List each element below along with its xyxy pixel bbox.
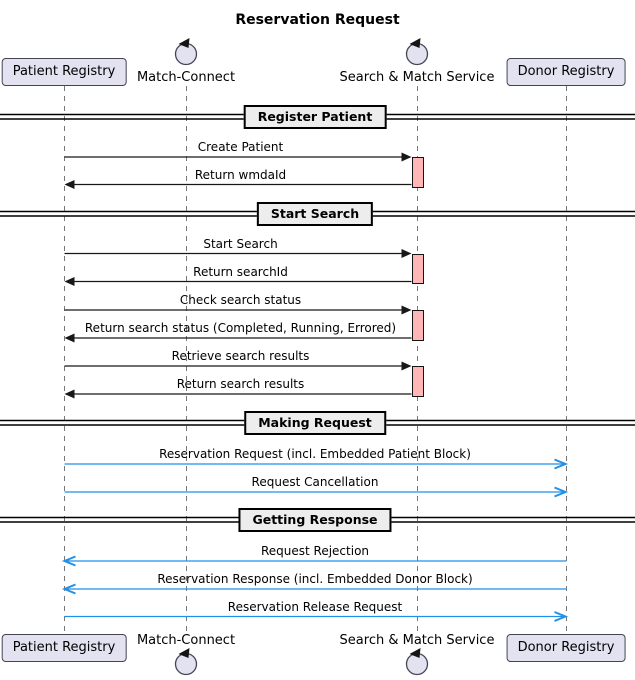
participant-bottom-search-match-service: Search & Match Service — [339, 633, 495, 648]
arrowhead-icon — [402, 153, 412, 162]
divider-start-search: Start Search — [257, 202, 373, 226]
activation-bar — [412, 310, 424, 341]
participant-top-patient-registry: Patient Registry — [2, 58, 127, 86]
message-label: Request Rejection — [260, 544, 370, 558]
participant-bottom-match-connect: Match-Connect — [136, 633, 236, 648]
arrowhead-icon — [65, 180, 75, 189]
arrowhead-icon — [65, 277, 75, 286]
divider-getting-response: Getting Response — [238, 508, 391, 532]
message-label: Return wmdaId — [194, 167, 287, 182]
activation-bar — [412, 254, 424, 285]
message-label: Reservation Release Request — [227, 599, 403, 614]
participant-top-search-match-service: Search & Match Service — [339, 70, 495, 85]
message-label: Request Cancellation — [251, 475, 379, 489]
divider-register-patient: Register Patient — [244, 105, 387, 129]
message-label: Create Patient — [197, 140, 284, 154]
activation-bar — [412, 157, 424, 188]
message-label: Reservation Request (incl. Embedded Patient Block) — [159, 447, 471, 461]
diagram-title: Reservation Request — [235, 12, 400, 28]
message-label: Start Search — [203, 236, 278, 251]
arrowhead-icon — [402, 362, 412, 371]
participant-bottom-donor-registry: Donor Registry — [507, 634, 626, 662]
divider-making-request: Making Request — [244, 411, 386, 435]
arrowhead-icon — [402, 249, 412, 258]
arrowhead-icon — [65, 390, 75, 399]
message-label: Return searchId — [193, 264, 288, 279]
message-label: Check search status — [179, 293, 302, 307]
arrowhead-icon — [402, 306, 412, 315]
participant-bottom-patient-registry: Patient Registry — [2, 634, 127, 662]
activation-bar — [412, 366, 424, 397]
participant-top-match-connect: Match-Connect — [136, 70, 236, 85]
participant-top-donor-registry: Donor Registry — [507, 58, 626, 86]
message-label: Return search status (Completed, Running, Errored) — [84, 321, 397, 335]
message-label: Retrieve search results — [171, 349, 310, 363]
message-label: Return search results — [176, 377, 305, 391]
arrowhead-icon — [65, 334, 75, 343]
message-label: Reservation Response (incl. Embedded Donor Block) — [157, 572, 473, 586]
